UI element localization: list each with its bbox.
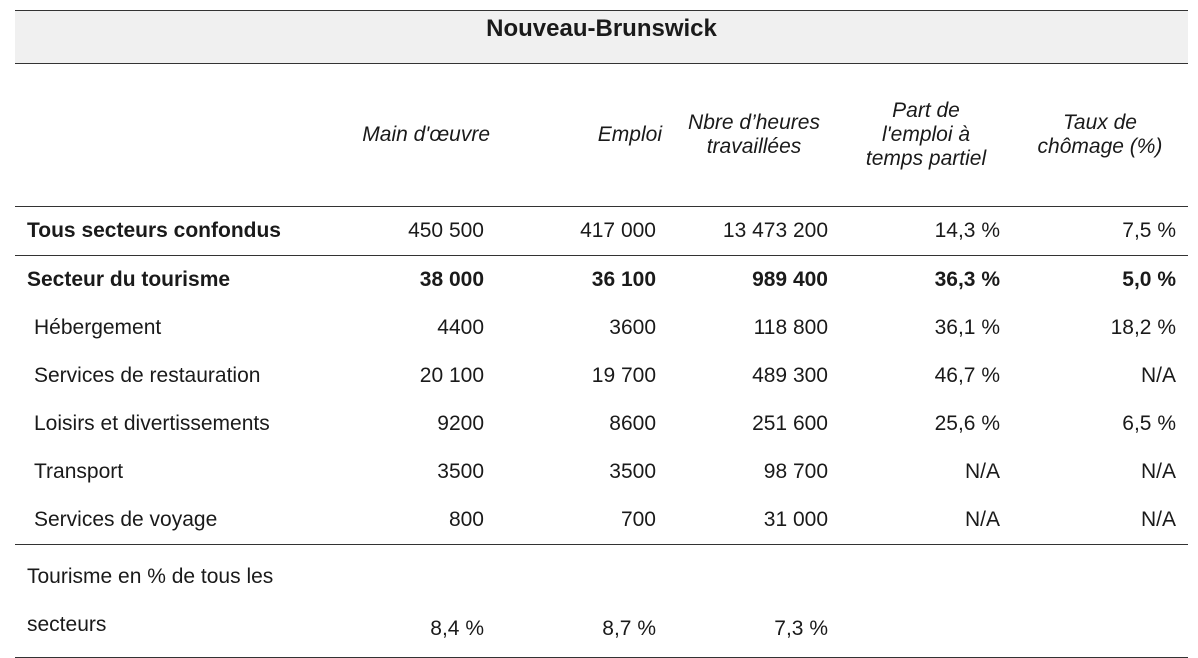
header-line: temps partiel <box>865 147 987 170</box>
cell-value: 13 473 200 <box>668 207 840 256</box>
cell-value: 20 100 <box>419 364 484 387</box>
row-label: Tourisme en % de tous les secteurs <box>15 545 324 658</box>
cell-value: 38 000 <box>419 268 484 291</box>
cell-value: 8,7 % <box>496 545 668 658</box>
row-all-sectors <box>15 207 1188 256</box>
row-label: Services de voyage <box>34 508 218 531</box>
row-label: Transport <box>34 460 124 483</box>
header-line: Nbre d’heures <box>688 111 820 134</box>
cell-value: 25,6 % <box>934 412 1000 435</box>
cell-value: 7,5 % <box>1012 207 1188 256</box>
cell-value: 36,1 % <box>934 316 1000 339</box>
row-label: Loisirs et divertissements <box>34 412 270 435</box>
header-line: l'emploi à <box>881 123 971 146</box>
cell-value: 989 400 <box>752 268 828 291</box>
row-subsector <box>15 496 1188 545</box>
cell-value: 36,3 % <box>934 268 1000 291</box>
header-row <box>15 64 1188 207</box>
header-line: Taux de <box>1063 111 1137 134</box>
cell-value: 4400 <box>437 316 484 339</box>
cell-value: N/A <box>1140 508 1176 531</box>
cell-value: 450 500 <box>324 207 496 256</box>
cell-value: 19 700 <box>591 364 656 387</box>
row-subsector <box>15 352 1188 400</box>
cell-value: 18,2 % <box>1110 316 1176 339</box>
row-subsector <box>15 448 1188 496</box>
cell-value: 98 700 <box>763 460 828 483</box>
row-label: Tous secteurs confondus <box>15 207 324 256</box>
row-tourism-percent <box>15 545 1188 658</box>
table-title-bar <box>15 10 1188 64</box>
cell-value <box>840 545 1012 658</box>
header-label-column <box>15 64 324 207</box>
cell-value: 800 <box>448 508 484 531</box>
cell-value: 46,7 % <box>934 364 1000 387</box>
cell-value: 3500 <box>609 460 656 483</box>
data-table-container <box>15 10 1188 658</box>
row-label: Services de restauration <box>34 364 261 387</box>
cell-value: 7,3 % <box>668 545 840 658</box>
cell-value: 700 <box>620 508 656 531</box>
header-main-doeuvre <box>324 64 496 207</box>
employment-table <box>15 64 1188 658</box>
cell-value: 417 000 <box>496 207 668 256</box>
header-part-temps-partiel <box>840 64 1012 207</box>
cell-value: 489 300 <box>752 364 828 387</box>
row-tourism-sector <box>15 256 1188 305</box>
cell-value: 5,0 % <box>1122 268 1176 291</box>
cell-value: 14,3 % <box>840 207 1012 256</box>
cell-value: 6,5 % <box>1122 412 1176 435</box>
cell-value <box>1012 545 1188 658</box>
cell-value: 251 600 <box>752 412 828 435</box>
cell-value: 8,4 % <box>324 545 496 658</box>
cell-value: 8600 <box>609 412 656 435</box>
cell-value: N/A <box>964 508 1000 531</box>
header-taux-chomage <box>1012 64 1188 207</box>
row-label: Hébergement <box>34 316 162 339</box>
cell-value: N/A <box>1140 364 1176 387</box>
cell-value: N/A <box>964 460 1000 483</box>
row-label: Secteur du tourisme <box>27 268 231 291</box>
table-title: Nouveau-Brunswick <box>486 15 717 42</box>
row-subsector <box>15 304 1188 352</box>
cell-value: N/A <box>1140 460 1176 483</box>
cell-value: 3600 <box>609 316 656 339</box>
header-line: Main d'œuvre <box>362 123 490 146</box>
header-line: Emploi <box>597 123 662 146</box>
row-subsector <box>15 400 1188 448</box>
header-line: Part de <box>892 99 960 122</box>
cell-value: 36 100 <box>591 268 656 291</box>
header-emploi <box>496 64 668 207</box>
cell-value: 118 800 <box>753 316 828 339</box>
cell-value: 31 000 <box>763 508 828 531</box>
header-line: chômage (%) <box>1037 135 1163 158</box>
cell-value: 3500 <box>437 460 484 483</box>
header-heures-travaillees <box>668 64 840 207</box>
cell-value: 9200 <box>437 412 484 435</box>
header-line: travaillées <box>706 135 802 158</box>
